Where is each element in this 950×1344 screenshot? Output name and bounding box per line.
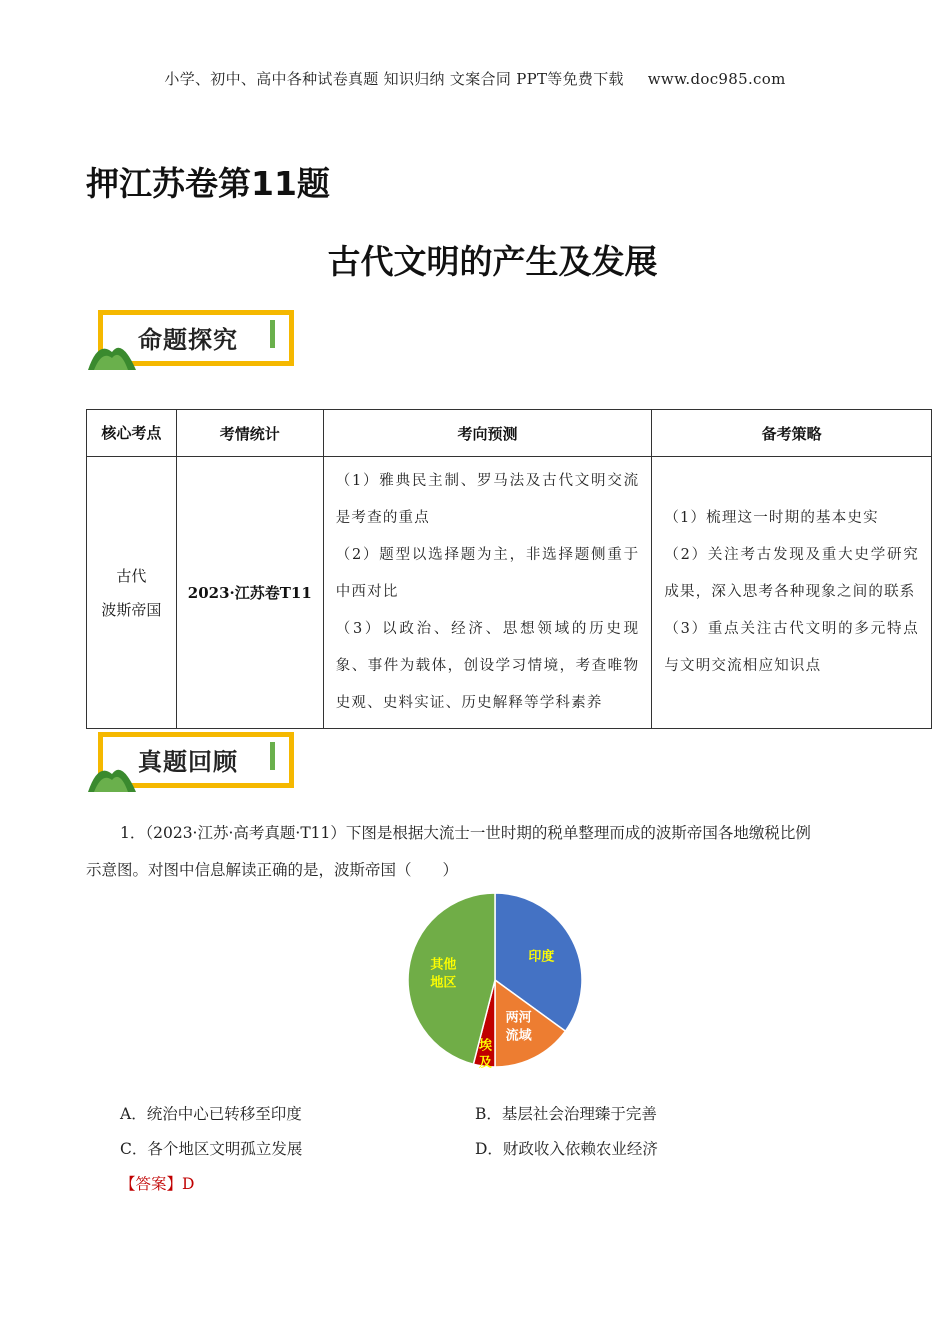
section-title-explore: 命题探究 [138,326,238,354]
section-badge-review [88,726,298,794]
question-line: 示意图。对图中信息解读正确的是，波斯帝国（ ） [86,861,459,879]
badge-accent [270,742,275,770]
question-stem [86,815,876,889]
option-b[interactable]: B．基层社会治理臻于完善 [475,1105,657,1123]
pie-label: 埃及 [478,1038,492,1070]
table-row [87,457,932,729]
prediction-text: （1）雅典民主制、罗马法及古代文明交流是考查的重点 （2）题型以选择题为主，非选择题侧重于中西对比 （3）以政治、经济、思想领域的历史现象、事件为载体，创设学习情境，考查唯物史观、史料实证、历史解释等学科素养 [335,473,640,711]
pie-label: 两河流域 [505,1010,532,1044]
topic-cell: 古代 波斯帝国 [87,457,177,729]
strategy-cell [652,457,932,729]
stat-cell: 2023·江苏卷T11 [176,457,323,729]
page-subtitle: 古代文明的产生及发展 [327,242,658,281]
mountain-icon [88,334,138,370]
header-text: 小学、初中、高中各种试卷真题 知识归纳 文案合同 PPT等免费下载 [164,70,624,88]
answer-text: 【答案】D [120,1175,195,1193]
page-header [0,68,950,89]
table-header-row [87,410,932,457]
page-title: 押江苏卷第11题 [86,164,330,203]
prediction-cell [323,457,652,729]
mountain-icon [88,756,138,792]
pie-svg [405,890,585,1070]
header-cell: 考情统计 [176,410,323,457]
header-cell: 备考策略 [652,410,932,457]
header-cell: 核心考点 [87,410,177,457]
option-d[interactable]: D．财政收入依赖农业经济 [475,1140,658,1158]
analysis-table [86,409,932,729]
pie-label: 印度 [528,949,555,965]
pie-label: 其他地区 [430,957,457,991]
question-line: 1．（2023·江苏·高考真题·T11）下图是根据大流士一世时期的税单整理而成的波斯帝国各地缴税比例 [120,824,811,842]
option-c[interactable]: C．各个地区文明孤立发展 [120,1140,303,1158]
strategy-text: （1）梳理这一时期的基本史实 （2）关注考古发现及重大史学研究成果，深入思考各种现象之间的联系 （3）重点关注古代文明的多元特点与文明交流相应知识点 [664,510,919,674]
section-badge-explore [88,304,298,372]
badge-accent [270,320,275,348]
option-a[interactable]: A．统治中心已转移至印度 [120,1105,302,1123]
header-site[interactable]: www.doc985.com [647,70,786,88]
header-cell: 考向预测 [323,410,652,457]
section-title-review: 真题回顾 [138,748,238,776]
tax-pie-chart [405,890,585,1074]
